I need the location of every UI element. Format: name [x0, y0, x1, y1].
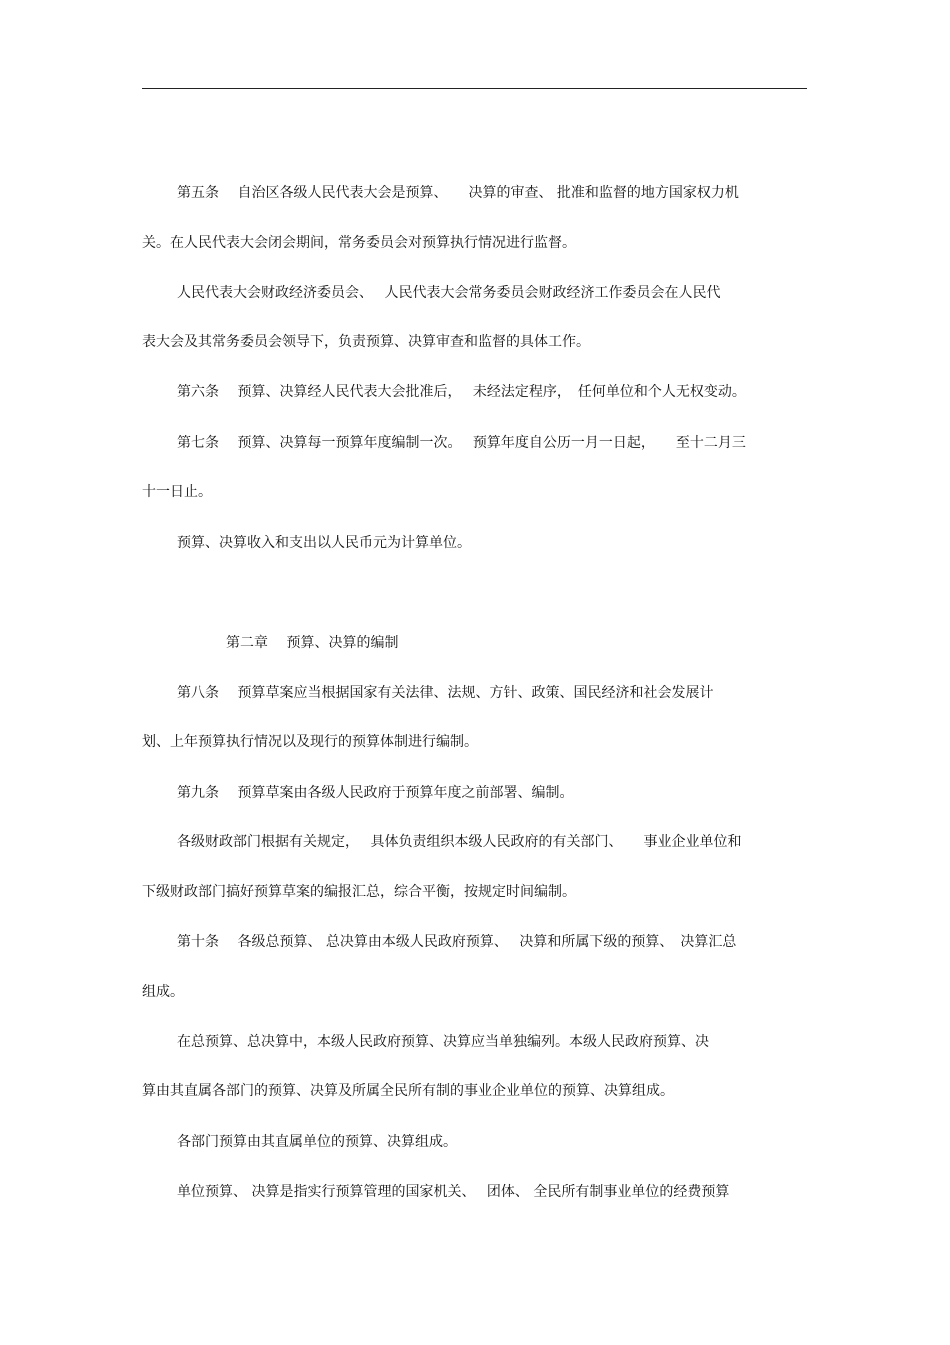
chapter-2-heading: 第二章 预算、决算的编制	[226, 635, 399, 651]
article-9-para-2-line-2: 下级财政部门搞好预算草案的编报汇总，综合平衡，按规定时间编制。	[142, 884, 576, 900]
article-10-para-2-line-1: 在总预算、总决算中，本级人民政府预算、决算应当单独编列。本级人民政府预算、决	[177, 1034, 709, 1050]
article-6-line-1: 第六条 预算、决算经人民代表大会批准后， 未经法定程序， 任何单位和个人无权变动。	[177, 384, 746, 400]
article-7-line-2: 十一日止。	[142, 484, 212, 500]
article-10-para-3: 各部门预算由其直属单位的预算、决算组成。	[177, 1134, 457, 1150]
article-10-line-1: 第十条 各级总预算、 总决算由本级人民政府预算、 决算和所属下级的预算、 决算汇总	[177, 934, 737, 950]
article-9-line-1: 第九条 预算草案由各级人民政府于预算年度之前部署、编制。	[177, 785, 574, 801]
article-5-line-2: 关。在人民代表大会闭会期间，常务委员会对预算执行情况进行监督。	[142, 235, 576, 251]
article-5-para-2-line-2: 表大会及其常务委员会领导下，负责预算、决算审查和监督的具体工作。	[142, 334, 590, 350]
article-10-line-2: 组成。	[142, 984, 184, 1000]
article-8-line-1: 第八条 预算草案应当根据国家有关法律、法规、方针、政策、国民经济和社会发展计	[177, 685, 714, 701]
article-7-para-2: 预算、决算收入和支出以人民币元为计算单位。	[177, 535, 471, 551]
article-7-line-1: 第七条 预算、决算每一预算年度编制一次。 预算年度自公历一月一日起， 至十二月三	[177, 435, 746, 451]
article-9-para-2-line-1: 各级财政部门根据有关规定， 具体负责组织本级人民政府的有关部门、 事业企业单位和	[177, 834, 742, 850]
article-10-para-2-line-2: 算由其直属各部门的预算、决算及所属全民所有制的事业企业单位的预算、决算组成。	[142, 1083, 674, 1099]
article-5-line-1: 第五条 自治区各级人民代表大会是预算、 决算的审查、 批准和监督的地方国家权力机	[177, 185, 739, 201]
article-5-para-2-line-1: 人民代表大会财政经济委员会、 人民代表大会常务委员会财政经济工作委员会在人民代	[177, 285, 721, 301]
article-10-para-4-line-1: 单位预算、 决算是指实行预算管理的国家机关、 团体、 全民所有制事业单位的经费预算	[177, 1184, 730, 1200]
header-rule	[142, 88, 807, 89]
article-8-line-2: 划、上年预算执行情况以及现行的预算体制进行编制。	[142, 734, 478, 750]
